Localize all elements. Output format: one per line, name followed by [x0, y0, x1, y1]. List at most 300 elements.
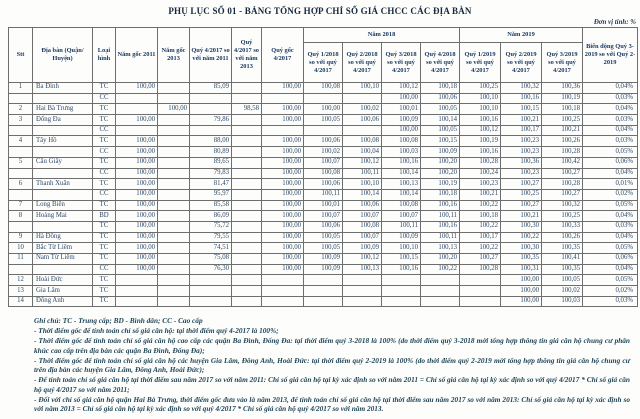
table-cell: 4	[9, 136, 33, 147]
table-cell: 13	[9, 286, 33, 297]
col-header-q2-2019: Quý 2/2019 so với quý 4/2017	[501, 43, 542, 83]
table-cell: TC	[93, 232, 116, 243]
table-cell	[158, 83, 190, 94]
table-cell: 6	[9, 179, 33, 190]
table-cell: 100,03	[542, 296, 583, 307]
table-cell: 100,08	[382, 136, 421, 147]
table-cell: 7	[9, 200, 33, 211]
table-cell	[232, 125, 262, 136]
table-row	[9, 157, 638, 168]
table-cell	[158, 115, 190, 126]
table-cell: 100,25	[460, 83, 501, 94]
table-cell: 76,30	[190, 264, 232, 275]
table-cell: 100,07	[304, 157, 343, 168]
table-cell: 0,06%	[583, 157, 638, 168]
table-cell: 100,35	[542, 264, 583, 275]
table-cell: 5	[9, 157, 33, 168]
table-cell: 100,21	[501, 115, 542, 126]
group-header-2019: Năm 2019	[460, 28, 583, 43]
table-cell: CC	[93, 125, 116, 136]
table-cell: BD	[93, 211, 116, 222]
table-cell	[232, 200, 262, 211]
col-header-q1-2018: Quý 1/2018 so với quý 4/2017	[304, 43, 343, 83]
table-cell: 0,04%	[583, 232, 638, 243]
table-cell	[9, 189, 33, 200]
table-cell	[9, 168, 33, 179]
table-cell: 100,00	[262, 136, 304, 147]
table-cell: 100,13	[421, 243, 460, 254]
col-header-q3-2019: Quý 3/2019 so với quý 4/2017	[542, 43, 583, 83]
col-header-base-2013: Năm gốc 2013	[158, 28, 190, 83]
table-cell: 100,08	[304, 83, 343, 94]
table-cell: 100,00	[382, 93, 421, 104]
col-header-q1-2019: Quý 1/2019 so với quý 4/2017	[460, 43, 501, 83]
group-header-2018: Năm 2018	[304, 28, 460, 43]
table-cell	[116, 286, 158, 297]
table-cell: CC	[93, 189, 116, 200]
page-title: PHỤ LỤC SỐ 01 - BẢNG TỔNG HỢP CHỈ SỐ GIÁ CHCC CÁC ĐỊA BÀN	[168, 6, 472, 16]
table-cell: 100,14	[343, 189, 382, 200]
table-row	[9, 243, 638, 254]
table-header	[9, 28, 638, 83]
table-cell: TC	[93, 286, 116, 297]
table-cell	[190, 93, 232, 104]
table-cell	[232, 286, 262, 297]
table-cell: 85,09	[190, 83, 232, 94]
table-row	[9, 93, 638, 104]
table-cell: 100,00	[262, 254, 304, 265]
table-cell: 100,02	[304, 147, 343, 158]
table-cell: 95,97	[190, 189, 232, 200]
table-cell	[158, 189, 190, 200]
table-cell	[33, 221, 93, 232]
table-cell: Hà Đông	[33, 232, 93, 243]
note-legend: Ghi chú: TC - Trung cấp; BD - Bình dân; CC - Cao cấp	[34, 316, 203, 326]
table-cell	[262, 125, 304, 136]
table-cell	[33, 147, 93, 158]
table-cell: 74,51	[190, 243, 232, 254]
table-cell: 100,19	[542, 93, 583, 104]
table-cell: 100,22	[501, 232, 542, 243]
table-cell: 75,72	[190, 221, 232, 232]
table-cell: 100,17	[460, 232, 501, 243]
table-cell: 100,09	[304, 264, 343, 275]
table-cell: 100,00	[382, 125, 421, 136]
table-cell: 79,83	[190, 168, 232, 179]
col-header-stt: Stt	[9, 28, 33, 83]
table-cell: 0,04%	[583, 168, 638, 179]
table-cell: 100,23	[501, 136, 542, 147]
table-cell: 0,02%	[583, 286, 638, 297]
table-cell: TC	[93, 275, 116, 286]
table-cell	[158, 275, 190, 286]
table-cell: 100,00	[262, 168, 304, 179]
table-cell: 100,16	[382, 264, 421, 275]
table-cell: 100,28	[542, 179, 583, 190]
table-row	[9, 211, 638, 222]
table-cell: 100,36	[542, 83, 583, 94]
table-cell	[158, 179, 190, 190]
col-header-q42017-vs-2011: Quý 4/2017 so với năm 2011	[190, 28, 232, 83]
table-cell: 100,10	[343, 179, 382, 190]
table-cell	[232, 221, 262, 232]
table-cell	[158, 200, 190, 211]
table-cell: 8	[9, 211, 33, 222]
table-cell	[33, 125, 93, 136]
table-cell: 100,16	[421, 200, 460, 211]
table-cell: 100,00	[116, 221, 158, 232]
table-cell: 0,05%	[583, 147, 638, 158]
table-cell: 100,09	[421, 147, 460, 158]
table-cell: Long Biên	[33, 200, 93, 211]
table-row	[9, 147, 638, 158]
table-cell	[304, 275, 343, 286]
table-cell	[190, 125, 232, 136]
table-cell: 100,12	[460, 125, 501, 136]
table-cell: 100,00	[116, 136, 158, 147]
col-header-q42017-vs-2013: Quý 4/2017 so với năm 2013	[232, 28, 262, 83]
table-cell: 100,00	[116, 157, 158, 168]
table-cell: 100,00	[116, 200, 158, 211]
table-cell: 0,01%	[583, 179, 638, 190]
col-header-type: Loại hình	[93, 28, 116, 83]
table-cell: 100,02	[343, 104, 382, 115]
table-cell: 100,00	[116, 264, 158, 275]
table-cell	[33, 168, 93, 179]
table-cell	[343, 296, 382, 307]
table-cell: 100,32	[542, 200, 583, 211]
table-cell: 12	[9, 275, 33, 286]
table-cell: CC	[93, 264, 116, 275]
table-cell: 100,02	[542, 286, 583, 297]
table-cell: 100,20	[421, 168, 460, 179]
table-cell: 100,00	[262, 211, 304, 222]
table-cell: 100,08	[343, 221, 382, 232]
table-cell: 100,26	[542, 136, 583, 147]
table-cell: 100,07	[382, 211, 421, 222]
table-cell: 1	[9, 83, 33, 94]
col-header-q3-2018: Quý 3/2018 so với quý 4/2017	[382, 43, 421, 83]
table-cell: 100,11	[421, 211, 460, 222]
table-cell: 100,06	[304, 221, 343, 232]
table-cell: 100,15	[382, 254, 421, 265]
table-cell	[304, 296, 343, 307]
table-cell: 100,05	[304, 232, 343, 243]
table-row	[9, 179, 638, 190]
table-cell: Hai Bà Trưng	[33, 104, 93, 115]
table-cell: 100,00	[116, 211, 158, 222]
table-cell: 100,00	[116, 254, 158, 265]
table-cell: TC	[93, 83, 116, 94]
table-cell: 100,36	[501, 157, 542, 168]
table-cell	[190, 286, 232, 297]
table-cell: 11	[9, 254, 33, 265]
table-cell: 100,16	[501, 93, 542, 104]
table-cell	[116, 104, 158, 115]
table-cell: Hoàng Mai	[33, 211, 93, 222]
table-cell	[232, 232, 262, 243]
table-cell: 100,14	[382, 189, 421, 200]
table-cell: 100,05	[304, 115, 343, 126]
table-cell: 79,86	[190, 115, 232, 126]
table-cell	[9, 125, 33, 136]
table-cell: 100,25	[501, 189, 542, 200]
table-cell: 100,09	[304, 254, 343, 265]
table-cell: 100,05	[304, 243, 343, 254]
table-cell: 100,03	[382, 147, 421, 158]
table-cell: 100,11	[421, 232, 460, 243]
table-row	[9, 83, 638, 94]
table-cell	[232, 157, 262, 168]
table-cell: 100,18	[542, 104, 583, 115]
table-cell: 100,27	[542, 168, 583, 179]
table-cell: 100,16	[460, 115, 501, 126]
table-cell: 100,28	[542, 147, 583, 158]
table-cell	[9, 93, 33, 104]
table-cell: 100,07	[343, 232, 382, 243]
table-cell: 100,19	[421, 179, 460, 190]
table-cell: 100,30	[501, 221, 542, 232]
table-cell: 100,00	[262, 189, 304, 200]
table-cell: 100,21	[542, 125, 583, 136]
table-cell: 100,05	[421, 125, 460, 136]
table-cell: TC	[93, 179, 116, 190]
table-cell	[232, 296, 262, 307]
table-cell: Gia Lâm	[33, 286, 93, 297]
table-cell	[460, 275, 501, 286]
table-cell: 10	[9, 243, 33, 254]
table-cell: 100,10	[382, 243, 421, 254]
col-header-district: Địa bàn (Quận/ Huyện)	[33, 28, 93, 83]
table-cell	[116, 296, 158, 307]
table-cell: 100,14	[382, 168, 421, 179]
table-cell	[460, 296, 501, 307]
table-cell: 100,10	[460, 93, 501, 104]
table-cell	[232, 254, 262, 265]
table-cell: CC	[93, 147, 116, 158]
table-cell	[158, 211, 190, 222]
table-cell	[190, 296, 232, 307]
table-row	[9, 104, 638, 115]
table-cell: 100,19	[460, 136, 501, 147]
table-cell: 100,08	[382, 200, 421, 211]
table-cell: 100,00	[262, 104, 304, 115]
table-cell	[158, 243, 190, 254]
note-line: - Thời điểm gốc để tính toán chỉ số giá căn hộ: tại thời điểm quý 4-2017 là 100%;	[34, 326, 279, 336]
table-cell	[190, 104, 232, 115]
table-cell: 100,18	[421, 189, 460, 200]
table-cell: 100,22	[460, 243, 501, 254]
price-index-table	[8, 27, 638, 307]
table-cell: 14	[9, 296, 33, 307]
table-cell: 9	[9, 232, 33, 243]
table-cell: 100,06	[343, 200, 382, 211]
note-line: - Đối với chỉ số giá căn hộ quận Hai Bà Trưng, thời điểm gốc đưa vào là năm 2013, để tính toán chỉ số giá căn hộ tại thời điểm sau năm 2017 so với năm 2013: Chỉ số giá căn hộ tại kỳ xác định so với năm 2013 = Chỉ số giá căn hộ tại kỳ xác định so với quý 4/2017 * Chỉ số giá căn hộ quý 4/2017 so với năm 2013.	[34, 394, 630, 414]
table-cell: 100,12	[343, 254, 382, 265]
col-header-q4-2018: Quý 4/2018 so với quý 4/2017	[421, 43, 460, 83]
table-cell: 0,04%	[583, 125, 638, 136]
table-cell	[158, 254, 190, 265]
table-cell	[33, 264, 93, 275]
table-cell: 0,03%	[583, 93, 638, 104]
table-cell: Hoài Đức	[33, 275, 93, 286]
table-cell: 100,22	[460, 221, 501, 232]
table-cell: TC	[93, 200, 116, 211]
table-cell: 100,18	[421, 83, 460, 94]
table-cell	[304, 125, 343, 136]
table-cell: 85,58	[190, 200, 232, 211]
table-cell: 0,05%	[583, 200, 638, 211]
table-cell: 100,09	[382, 115, 421, 126]
table-cell: 100,27	[501, 200, 542, 211]
table-cell: 100,06	[421, 93, 460, 104]
table-cell	[116, 93, 158, 104]
table-cell: 2	[9, 104, 33, 115]
table-cell: CC	[93, 93, 116, 104]
table-cell: 0,05%	[583, 243, 638, 254]
table-cell: 98,58	[232, 104, 262, 115]
table-cell: 0,04%	[583, 104, 638, 115]
table-cell: 80,89	[190, 147, 232, 158]
note-line: - Thời điểm gốc để tính toán chỉ số giá căn hộ các huyện Gia Lâm, Đông Anh, Hoài Đức: tại thời điểm quý 2-2019 là 100% (do thời điểm quý 2-2019 mới tổng hợp thông tin giá căn hộ chung cư trên địa bàn các huyện Gia Lâm, Đông Anh, Hoài Đức);	[34, 355, 630, 375]
table-cell	[33, 93, 93, 104]
table-cell	[116, 275, 158, 286]
table-cell: 100,00	[116, 168, 158, 179]
table-cell	[158, 232, 190, 243]
table-cell: 0,03%	[583, 136, 638, 147]
table-cell: 100,00	[501, 296, 542, 307]
table-cell: 3	[9, 115, 33, 126]
table-cell	[304, 93, 343, 104]
table-cell: 100,35	[542, 243, 583, 254]
table-row	[9, 275, 638, 286]
table-cell	[158, 125, 190, 136]
table-cell	[232, 264, 262, 275]
table-cell	[382, 286, 421, 297]
table-cell	[9, 221, 33, 232]
table-cell	[421, 286, 460, 297]
table-cell	[460, 286, 501, 297]
table-cell: 100,10	[343, 83, 382, 94]
table-cell	[382, 296, 421, 307]
table-cell	[421, 275, 460, 286]
col-header-base-q42017: Quý gốc 4/2017	[262, 28, 304, 83]
table-cell	[262, 286, 304, 297]
table-cell: 100,16	[382, 157, 421, 168]
table-cell: 100,06	[343, 115, 382, 126]
note-line: - Thời điểm gốc để tính toán chỉ số giá căn hộ cao cấp các quận Ba Đình, Đống Đa: tại thời điểm quý 3-2018 là 100% (do thời điểm quý 3-2018 mới tổng hợp thông tin giá căn hộ chung cư phân khúc cao cấp trên địa bàn các quận Ba Đình, Đống Đa);	[34, 336, 630, 355]
table-cell: 100,00	[262, 157, 304, 168]
table-cell: TC	[93, 136, 116, 147]
table-cell: 100,00	[501, 286, 542, 297]
table-cell: 100,28	[460, 157, 501, 168]
table-row	[9, 296, 638, 307]
table-cell	[232, 179, 262, 190]
table-cell	[33, 189, 93, 200]
table-cell: 100,00	[116, 189, 158, 200]
table-cell: 100,00	[501, 275, 542, 286]
table-cell: 100,10	[460, 104, 501, 115]
table-cell: 0,05%	[583, 275, 638, 286]
table-cell: 89,65	[190, 157, 232, 168]
table-cell: 100,23	[460, 179, 501, 190]
col-header-q2-2018: Quý 2/2018 so với quý 4/2017	[343, 43, 382, 83]
table-cell: 100,41	[542, 254, 583, 265]
table-cell: 100,15	[421, 136, 460, 147]
col-header-change: Biến động Quý 3-2019 so với Quý 2-2019	[583, 28, 638, 83]
col-header-base-2011: Năm gốc 2011	[116, 28, 158, 83]
table-cell: 100,05	[542, 275, 583, 286]
table-cell: TC	[93, 115, 116, 126]
table-cell: 100,24	[460, 168, 501, 179]
table-row	[9, 125, 638, 136]
table-cell	[232, 275, 262, 286]
table-cell: 100,21	[501, 211, 542, 222]
table-cell: 100,00	[262, 147, 304, 158]
table-cell	[262, 93, 304, 104]
unit-note: Đơn vị tính: %	[593, 19, 636, 26]
table-cell	[421, 296, 460, 307]
table-cell	[343, 275, 382, 286]
table-cell: 79,55	[190, 232, 232, 243]
table-cell: 100,06	[304, 136, 343, 147]
table-cell: 100,00	[116, 147, 158, 158]
table-cell: Đống Đa	[33, 115, 93, 126]
table-cell	[158, 147, 190, 158]
table-cell: Ba Đình	[33, 83, 93, 94]
table-cell: TC	[93, 296, 116, 307]
table-cell: 100,23	[501, 168, 542, 179]
table-cell: 0,04%	[583, 83, 638, 94]
table-cell: 100,21	[460, 189, 501, 200]
table-cell: 100,01	[382, 104, 421, 115]
table-cell	[232, 83, 262, 94]
table-cell: 100,00	[262, 232, 304, 243]
table-cell: 100,30	[501, 243, 542, 254]
table-cell: Thanh Xuân	[33, 179, 93, 190]
table-cell	[190, 275, 232, 286]
table-body	[9, 83, 638, 307]
table-cell: TC	[93, 254, 116, 265]
table-cell: 0,04%	[583, 211, 638, 222]
table-cell: 100,25	[542, 211, 583, 222]
table-cell: 100,16	[460, 147, 501, 158]
table-cell	[262, 275, 304, 286]
table-cell: 100,08	[343, 136, 382, 147]
table-cell: Bắc Từ Liêm	[33, 243, 93, 254]
table-cell: 86,09	[190, 211, 232, 222]
table-cell: 0,03%	[583, 221, 638, 232]
table-cell	[158, 168, 190, 179]
table-cell: 100,35	[501, 254, 542, 265]
table-row	[9, 189, 638, 200]
table-cell: 100,00	[262, 200, 304, 211]
table-cell: 100,00	[116, 243, 158, 254]
table-cell: 100,00	[116, 232, 158, 243]
table-cell	[232, 136, 262, 147]
table-cell	[262, 296, 304, 307]
table-cell: 0,06%	[583, 254, 638, 265]
table-cell: 100,09	[382, 232, 421, 243]
table-cell: 100,13	[343, 264, 382, 275]
table-cell: Nam Từ Liêm	[33, 254, 93, 265]
table-cell: 100,11	[343, 168, 382, 179]
table-cell: TC	[93, 104, 116, 115]
table-cell	[343, 93, 382, 104]
table-row	[9, 136, 638, 147]
table-cell: 100,27	[501, 179, 542, 190]
table-cell: 100,26	[542, 232, 583, 243]
